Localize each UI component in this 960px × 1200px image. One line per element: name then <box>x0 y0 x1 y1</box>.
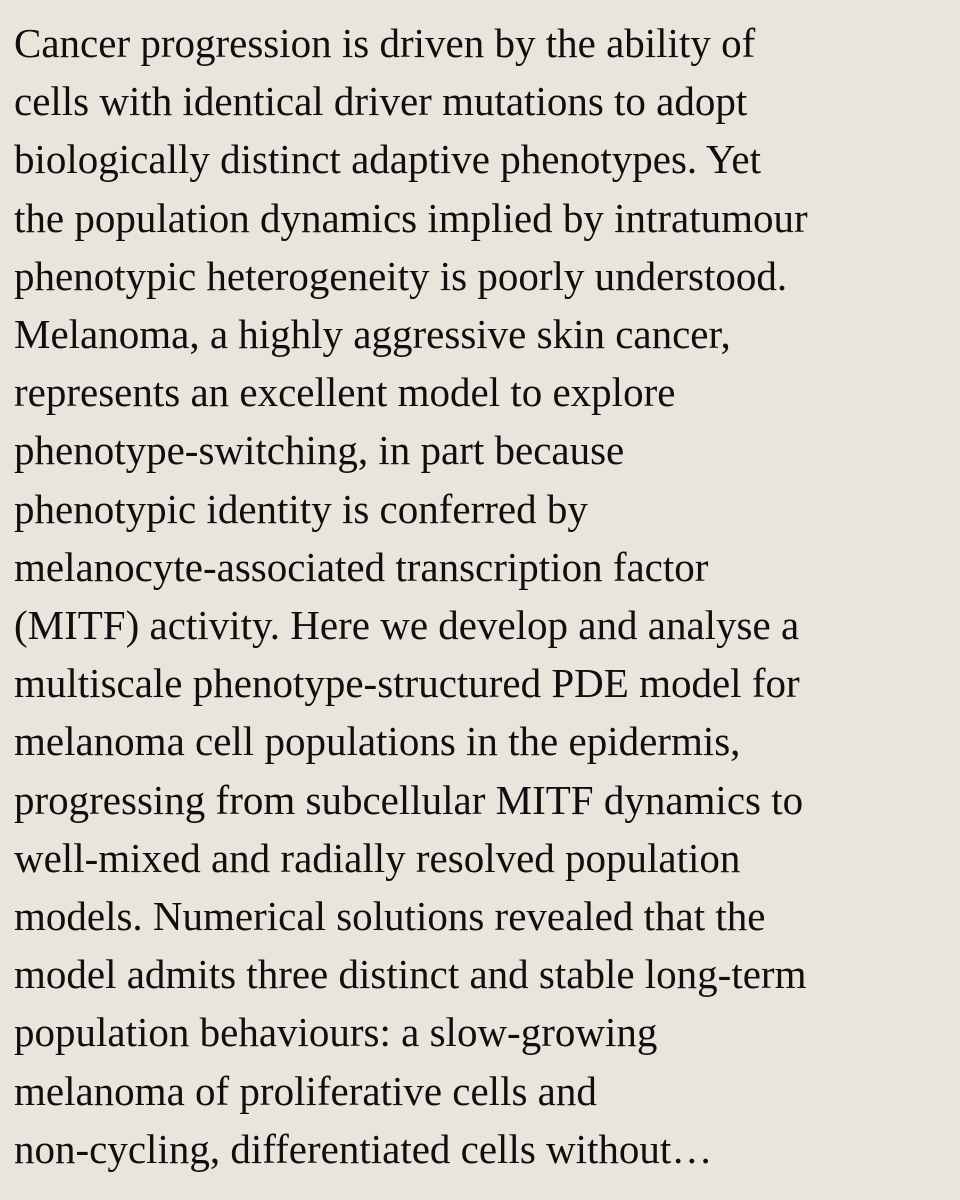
abstract-line: Melanoma, a highly aggressive skin cancer, <box>14 311 731 358</box>
abstract-line: phenotypic identity is conferred by <box>14 485 588 532</box>
abstract-line: represents an excellent model to explore <box>14 369 676 416</box>
abstract-line: biologically distinct adaptive phenotypes. Yet <box>14 136 762 183</box>
abstract-line: progressing from subcellular MITF dynamics to <box>14 776 804 823</box>
abstract-line: melanoma of proliferative cells and <box>14 1067 597 1114</box>
abstract-line: melanoma cell populations in the epidermis, <box>14 718 741 765</box>
abstract-line: cells with identical driver mutations to adopt <box>14 78 748 125</box>
abstract-line: population behaviours: a slow-growing <box>14 1009 658 1056</box>
abstract-line: non-cycling, differentiated cells without… <box>14 1125 713 1172</box>
abstract-line: phenotype-switching, in part because <box>14 427 625 474</box>
abstract-line: well-mixed and radially resolved population <box>14 834 741 881</box>
abstract-text <box>14 14 954 1178</box>
abstract-line: multiscale phenotype-structured PDE model for <box>14 660 800 707</box>
abstract-line: models. Numerical solutions revealed that the <box>14 893 766 940</box>
abstract-line: phenotypic heterogeneity is poorly understood. <box>14 252 788 299</box>
abstract-line: Cancer progression is driven by the ability of <box>14 20 756 66</box>
abstract-line: the population dynamics implied by intratumour <box>14 194 808 241</box>
abstract-line: melanocyte-associated transcription factor <box>14 543 709 590</box>
abstract-line: (MITF) activity. Here we develop and analyse a <box>14 602 800 649</box>
abstract-line: model admits three distinct and stable long-term <box>14 951 807 998</box>
